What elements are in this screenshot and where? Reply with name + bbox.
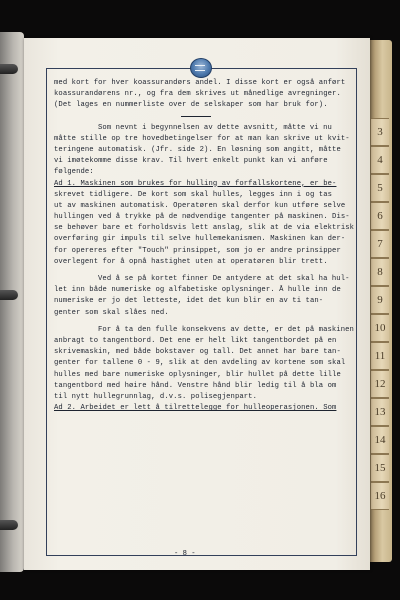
text-line: overlegent for å opnå hastighet uten at operatøren blir trett. bbox=[54, 257, 328, 266]
text-line: overføring gir impuls til selve hullemekanismen. Maskinen kan der- bbox=[54, 235, 346, 244]
text-line: måtte stille op tre hovedbetingelser for at man kan skrive ut kvit- bbox=[54, 134, 350, 143]
text-line: For å ta den fulle konsekvens av dette, er det på maskinen bbox=[98, 325, 354, 334]
text-line: hulles med bare numeriske oplysninger, blir hullet på dette lille bbox=[54, 370, 341, 379]
document-page bbox=[24, 38, 370, 570]
text-line: teringene automatisk. (Jfr. side 2). En løsning som angitt, måtte bbox=[54, 145, 341, 154]
binder-ring bbox=[0, 64, 18, 74]
text-line: numeriske er jo det letteste, idet det kun blir en av ti tan- bbox=[54, 297, 324, 306]
binder-ring bbox=[0, 290, 18, 300]
index-tab[interactable]: 5 bbox=[371, 174, 389, 202]
index-tab[interactable]: 10 bbox=[371, 314, 389, 342]
page-number: - 8 - bbox=[174, 550, 196, 558]
text-line: tangentbord med høire hånd. Venstre hånd blir ledig til å bla om bbox=[54, 381, 337, 390]
index-tab[interactable]: 3 bbox=[371, 118, 389, 146]
text-line: koassurandørens nr., og fra dem skrives ut månedlige avregninger. bbox=[54, 90, 341, 99]
index-tab[interactable]: 11 bbox=[371, 342, 389, 370]
text-line: genter for tallene 0 - 9, slik at den avdeling av kortene som skal bbox=[54, 359, 346, 368]
text-line: vi imøtekomme disse krav. Til hvert enkelt punkt kan vi anføre bbox=[54, 157, 328, 166]
text-line: Ad 1. Maskinen som brukes for hulling av forfallskortene, er be- bbox=[54, 179, 337, 188]
text-line: med kort for hver koassurandørs andel. I disse kort er også anført bbox=[54, 79, 346, 87]
index-tab[interactable]: 12 bbox=[371, 370, 389, 398]
text-line: følgende: bbox=[54, 168, 94, 177]
text-line: Ad 2. Arbeidet er lett å tilrettelegge for hulleoperasjonen. Som bbox=[54, 404, 337, 413]
text-line: anbragt to tangentbord. Det ene er helt likt tangentbordet på en bbox=[54, 336, 337, 345]
index-tab[interactable]: 6 bbox=[371, 202, 389, 230]
index-tab[interactable]: 7 bbox=[371, 230, 389, 258]
index-tab[interactable]: 16 bbox=[371, 482, 389, 510]
binder-ring bbox=[0, 520, 18, 530]
text-line: (Det lages en nummerliste over de selskaper som har bruk for). bbox=[54, 101, 328, 110]
text-line: genter som skal slåes ned. bbox=[54, 308, 169, 317]
text-line: Som nevnt i begynnelsen av dette avsnitt, måtte vi nu bbox=[98, 123, 332, 132]
index-tab[interactable]: 9 bbox=[371, 286, 389, 314]
section-separator bbox=[181, 116, 211, 117]
text-line: hullingen ved å trykke på de nødvendige tangenter på maskinen. Dis- bbox=[54, 213, 350, 222]
text-line: for opereres efter "Touch" prinsippet, som jo er andre prinsipper bbox=[54, 246, 341, 255]
index-tab[interactable]: 14 bbox=[371, 426, 389, 454]
text-line: skrevet tidligere. De kort som skal hulles, legges inn i og tas bbox=[54, 190, 333, 199]
text-line: til nytt hullegrunnlag, d.v.s. polisegjenpart. bbox=[54, 392, 258, 401]
text-line: let inn både numeriske og alfabetiske oplysninger. Å hulle inn de bbox=[54, 286, 341, 295]
emblem-icon bbox=[190, 58, 212, 78]
text-line: ut av maskinen automatisk. Operatøren skal derfor kun utføre selve bbox=[54, 201, 346, 210]
text-line: skrivemaskin, med både bokstaver og tall. Det annet har bare tan- bbox=[54, 348, 341, 357]
text-line: se behøver bare et forholdsvis lett anslag, slik at de via elektrisk bbox=[54, 224, 355, 233]
index-tab[interactable]: 15 bbox=[371, 454, 389, 482]
left-page-edge bbox=[0, 32, 24, 572]
text-line: Ved å se på kortet finner De antydere at det skal ha hul- bbox=[98, 275, 350, 283]
body-text bbox=[54, 78, 354, 414]
index-tab[interactable]: 8 bbox=[371, 258, 389, 286]
index-tab[interactable]: 4 bbox=[371, 146, 389, 174]
index-tab[interactable]: 13 bbox=[371, 398, 389, 426]
